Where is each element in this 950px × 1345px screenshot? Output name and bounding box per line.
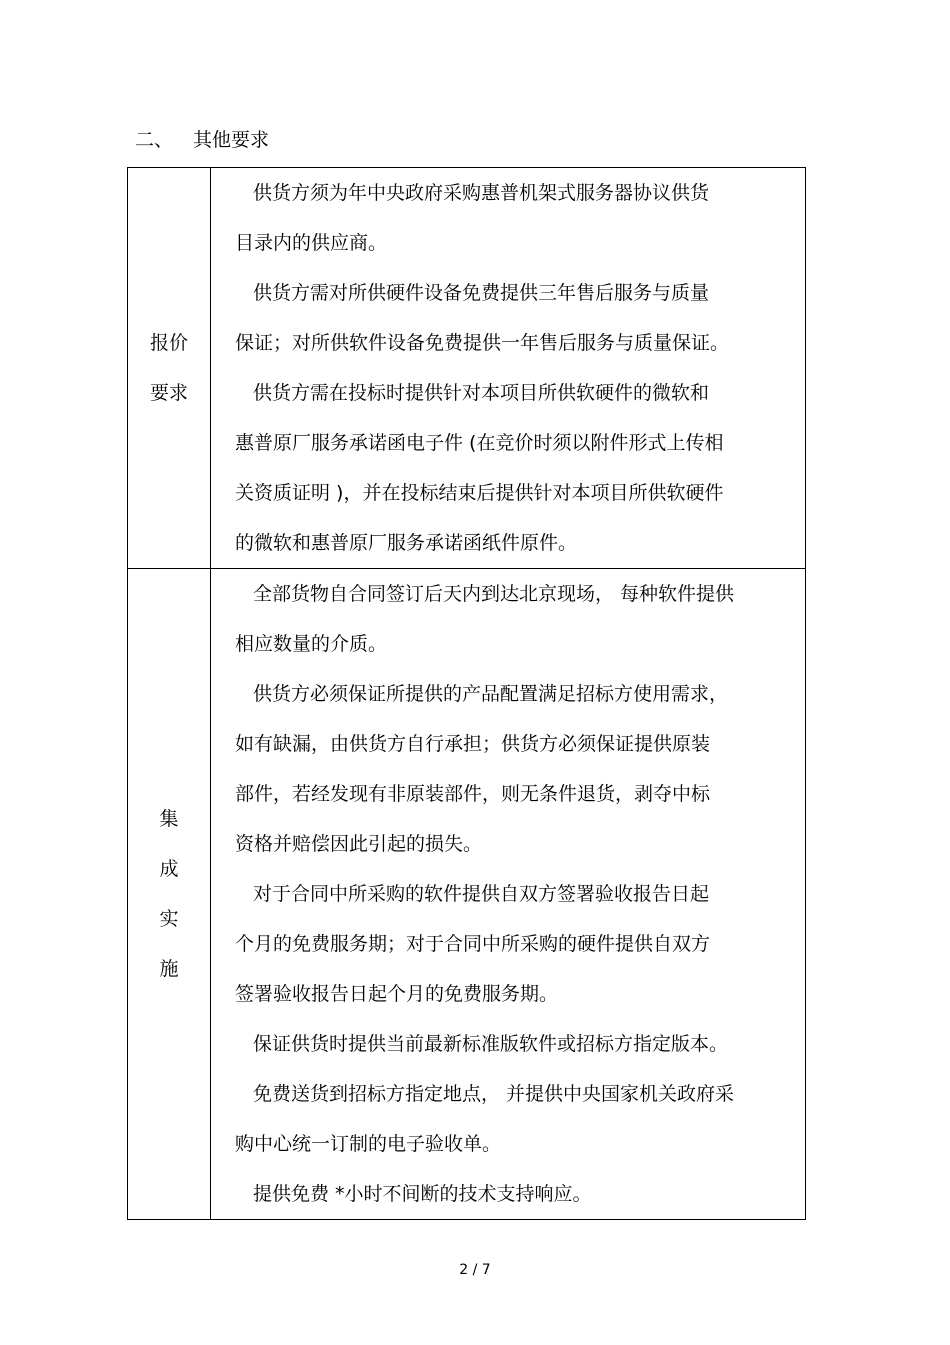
paragraph-line: 签署验收报告日起个月的免费服务期。 bbox=[235, 983, 559, 1005]
row-label-line: 施 bbox=[159, 958, 179, 980]
paragraph-line: 个月的免费服务期；对于合同中所采购的硬件提供自双方 bbox=[235, 933, 711, 955]
paragraph-line: 关资质证明 )，并在投标结束后提供针对本项目所供软硬件 bbox=[235, 482, 724, 504]
paragraph-line: 供货方需对所供硬件设备免费提供三年售后服务与质量 bbox=[253, 282, 710, 304]
paragraph-line: 目录内的供应商。 bbox=[235, 232, 388, 254]
paragraph-line: 全部货物自合同签订后天内到达北京现场， 每种软件提供 bbox=[253, 583, 735, 605]
table-row bbox=[128, 168, 806, 569]
paragraph-line: 保证；对所供软件设备免费提供一年售后服务与质量保证。 bbox=[235, 332, 730, 354]
paragraph-line: 供货方需在投标时提供针对本项目所供软硬件的微软和 bbox=[253, 382, 710, 404]
row-label-cell bbox=[128, 569, 211, 1220]
paragraph-line: 如有缺漏，由供货方自行承担；供货方必须保证提供原装 bbox=[235, 733, 711, 755]
paragraph-line: 保证供货时提供当前最新标准版软件或招标方指定版本。 bbox=[253, 1033, 729, 1055]
table-row bbox=[128, 569, 806, 1220]
section-heading bbox=[135, 126, 269, 154]
row-content-cell bbox=[211, 168, 806, 569]
paragraph-line: 惠普原厂服务承诺函电子件 (在竞价时须以附件形式上传相 bbox=[235, 432, 724, 454]
paragraph-line: 提供免费 *小时不间断的技术支持响应。 bbox=[253, 1183, 592, 1205]
requirement-paragraph bbox=[235, 1169, 791, 1219]
paragraph-line: 购中心统一订制的电子验收单。 bbox=[235, 1133, 502, 1155]
row-content-cell bbox=[211, 569, 806, 1220]
paragraph-line: 相应数量的介质。 bbox=[235, 633, 388, 655]
requirement-paragraph bbox=[235, 268, 791, 368]
row-label-line: 实 bbox=[159, 908, 179, 930]
paragraph-line: 供货方必须保证所提供的产品配置满足招标方使用需求， bbox=[253, 683, 729, 705]
requirements-table-body bbox=[128, 168, 806, 1220]
section-number: 二、 bbox=[135, 129, 174, 151]
paragraph-line: 资格并赔偿因此引起的损失。 bbox=[235, 833, 483, 855]
requirement-paragraph bbox=[235, 368, 791, 568]
requirements-table bbox=[127, 167, 806, 1220]
requirement-paragraph bbox=[235, 1069, 791, 1169]
paragraph-line: 免费送货到招标方指定地点， 并提供中央国家机关政府采 bbox=[253, 1083, 735, 1105]
section-title: 其他要求 bbox=[193, 129, 270, 151]
row-label-line: 成 bbox=[159, 858, 179, 880]
requirement-paragraph bbox=[235, 869, 791, 1019]
row-label-line: 报价 bbox=[149, 332, 188, 354]
paragraph-line: 供货方须为年中央政府采购惠普机架式服务器协议供货 bbox=[253, 182, 710, 204]
requirement-paragraph bbox=[235, 669, 791, 869]
requirement-paragraph bbox=[235, 1019, 791, 1069]
paragraph-line: 部件，若经发现有非原装部件，则无条件退货，剥夺中标 bbox=[235, 783, 711, 805]
requirement-paragraph bbox=[235, 168, 791, 268]
requirement-paragraph bbox=[235, 569, 791, 669]
row-label-line: 集 bbox=[159, 808, 179, 830]
paragraph-line: 对于合同中所采购的软件提供自双方签署验收报告日起 bbox=[253, 883, 710, 905]
row-label-line: 要求 bbox=[149, 382, 188, 404]
page-number: 2 / 7 bbox=[459, 1262, 491, 1278]
row-label-cell bbox=[128, 168, 211, 569]
paragraph-line: 的微软和惠普原厂服务承诺函纸件原件。 bbox=[235, 532, 578, 554]
